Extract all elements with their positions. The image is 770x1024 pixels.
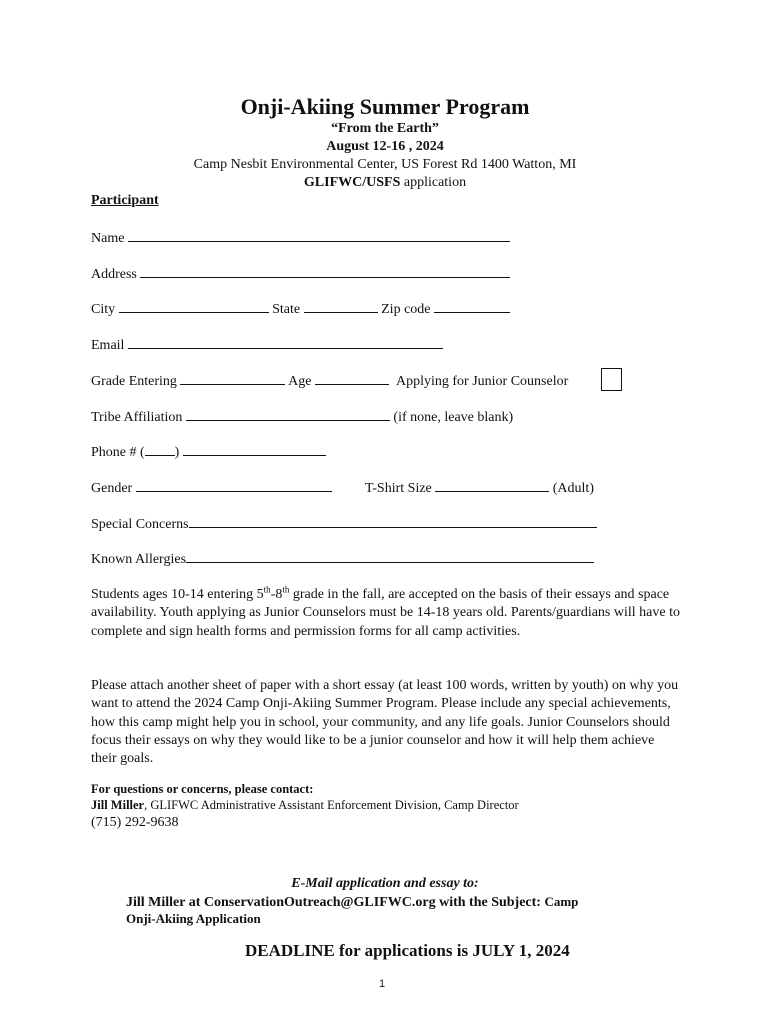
name-label: Name [91,231,125,246]
email-field[interactable] [128,336,443,349]
program-theme: “From the Earth” [331,121,439,136]
junior-counselor-label: Applying for Junior Counselor [395,374,569,389]
email-heading: E-Mail application and essay to: [291,876,479,891]
grade-row [91,372,568,390]
city-field[interactable] [119,300,269,313]
essay-paragraph: Please attach another sheet of paper with a short essay (at least 100 words, written by youth) on why you want to attend the 2024 Camp Onji-Akiing Summer Program. Please include any special achievements, how this camp might help you in school, your community, and any life goals. Junior Counselors should focus their essays on why they would like to be a junior counselor and how it will help them achieve their goals. [91,678,679,767]
tribe-row [91,408,513,426]
name-field[interactable] [128,229,510,242]
email-label: Email [91,338,125,353]
program-location: Camp Nesbit Environmental Center, US Forest Rd 1400 Watton, MI [193,157,577,172]
tshirt-note: (Adult) [552,481,594,496]
email-instruction-line-1 [126,894,578,911]
state-label: State [272,302,301,317]
program-dates: August 12-16 , 2024 [326,139,444,154]
eligibility-sup-2: th [282,584,290,595]
contact-name: Jill Miller [91,798,145,812]
phone-row [91,443,326,461]
email-instruction-line-2: Onji-Akiing Application [126,911,261,926]
city-label: City [91,302,116,317]
age-label: Age [288,374,312,389]
eligibility-paragraph [91,586,681,641]
page-title: Onji-Akiing Summer Program [240,94,530,119]
zip-field[interactable] [434,300,510,313]
section-participant: Participant [91,193,159,208]
tshirt-row [365,479,594,497]
eligibility-text-c: grade in the fall, are accepted on the basis of their essays and space availability. Youth applying as Junior Counselors must be 14-18 years old. Parents/guardians will have to complete and sign health forms and permission forms for all camp activities. [91,587,680,639]
gender-field[interactable] [136,479,332,492]
address-label: Address [91,267,137,282]
grade-field[interactable] [180,372,285,385]
tribe-field[interactable] [186,408,390,421]
special-concerns-label: Special Concerns [91,517,189,532]
special-concerns-field[interactable] [189,515,597,528]
city-row [91,300,510,318]
email-row [91,336,443,354]
eligibility-text-b: -8 [270,587,283,602]
zip-label: Zip code [381,302,431,317]
application-org: GLIFWC/USFS [303,175,401,190]
eligibility-text-a: Students ages 10-14 entering 5 [91,587,264,602]
gender-row [91,479,332,497]
allergies-field[interactable] [186,550,594,563]
junior-counselor-checkbox[interactable] [601,368,622,391]
grade-label: Grade Entering [91,374,177,389]
tshirt-label: T-Shirt Size [365,481,432,496]
tribe-label: Tribe Affiliation [91,410,183,425]
eligibility-sup-1: th [263,584,271,595]
email-instruction-text: Jill Miller at ConservationOutreach@GLIFWC.org with the Subject: [126,895,545,910]
application-type [0,175,770,191]
allergies-row [91,550,594,568]
email-instruction-tail: Camp [544,894,579,909]
tribe-note: (if none, leave blank) [393,410,514,425]
contact-role: , GLIFWC Administrative Assistant Enforcement Division, Camp Director [144,798,519,812]
phone-label: Phone # ( [91,445,145,460]
phone-number-field[interactable] [183,443,326,456]
phone-area-code-field[interactable] [145,443,175,456]
contact-phone: (715) 292-9638 [91,815,179,830]
application-label: application [400,175,467,190]
contact-heading: For questions or concerns, please contact: [91,782,314,796]
allergies-label: Known Allergies [91,552,187,567]
address-field[interactable] [140,265,510,278]
deadline-notice: DEADLINE for applications is JULY 1, 2024 [245,941,570,960]
contact-line [91,798,519,813]
page-number: 1 [379,978,386,990]
age-field[interactable] [315,372,389,385]
tshirt-field[interactable] [435,479,549,492]
gender-label: Gender [91,481,133,496]
address-row [91,265,510,283]
special-concerns-row [91,515,597,533]
name-row [91,229,510,247]
state-field[interactable] [304,300,378,313]
phone-paren-close: ) [174,445,180,460]
